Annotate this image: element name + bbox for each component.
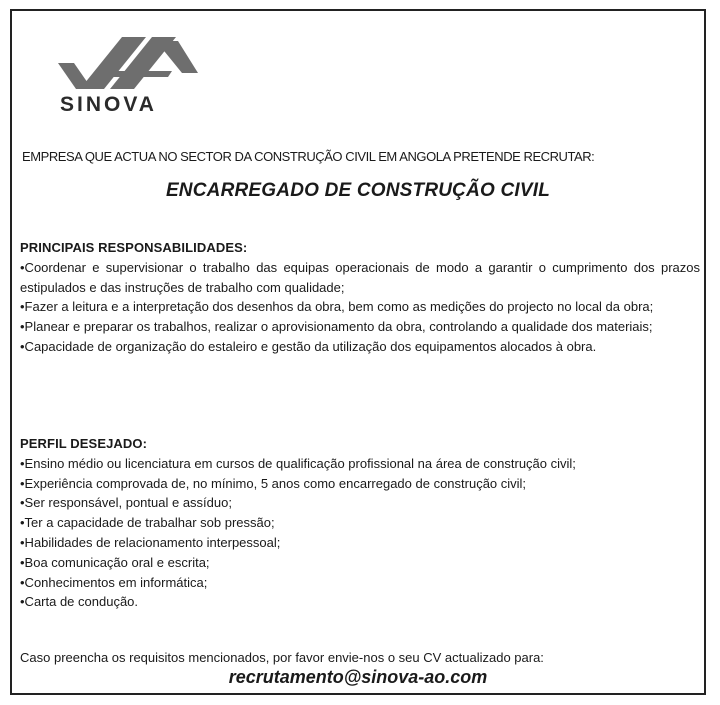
logo-wordmark: SINOVA <box>60 93 157 116</box>
list-item: •Experiência comprovada de, no mínimo, 5 anos como encarregado de construção civil; <box>20 475 527 491</box>
list-item: •Ensino médio ou licenciatura em cursos de qualificação profissional na área de construção civil; <box>20 455 576 471</box>
job-advertisement <box>10 9 706 695</box>
contact-email[interactable]: recrutamento@sinova-ao.com <box>228 667 488 687</box>
company-logo <box>52 33 202 123</box>
list-item: •Boa comunicação oral e escrita; <box>20 554 210 570</box>
profile-list <box>20 454 700 612</box>
list-item: •Ser responsável, pontual e assíduo; <box>20 495 232 511</box>
list-item: •Ter a capacidade de trabalhar sob pressão; <box>20 515 275 531</box>
responsibilities-heading: PRINCIPAIS RESPONSABILIDADES: <box>20 240 248 255</box>
list-item: •Habilidades de relacionamento interpessoal; <box>20 534 281 550</box>
profile-section <box>20 434 700 612</box>
list-item: •Conhecimentos em informática; <box>20 574 208 590</box>
sinova-logo-icon <box>52 33 202 93</box>
list-item: •Carta de condução. <box>20 594 139 610</box>
list-item: •Planear e preparar os trabalhos, realizar o aprovisionamento da obra, controlando a qualidade dos materiais; <box>20 319 653 335</box>
list-item: •Capacidade de organização do estaleiro e gestão da utilização dos equipamentos alocados à obra. <box>20 338 597 354</box>
closing-text: Caso preencha os requisitos mencionados, por favor envie-nos o seu CV actualizado para: <box>20 650 544 665</box>
list-item: •Fazer a leitura e a interpretação dos desenhos da obra, bem como as medições do projecto no local da obra; <box>20 299 654 315</box>
intro-statement: EMPRESA QUE ACTUA NO SECTOR DA CONSTRUÇÃO CIVIL EM ANGOLA PRETENDE RECRUTAR: <box>22 149 595 164</box>
profile-heading: PERFIL DESEJADO: <box>20 436 148 451</box>
responsibilities-list <box>20 258 700 357</box>
responsibilities-section <box>20 238 700 357</box>
list-item: •Coordenar e supervisionar o trabalho das equipas operacionais de modo a garantir o cumprimento dos prazos estipulados e das instruções de trabalho com qualidade; <box>20 259 700 295</box>
job-title: ENCARREGADO DE CONSTRUÇÃO CIVIL <box>165 180 551 201</box>
